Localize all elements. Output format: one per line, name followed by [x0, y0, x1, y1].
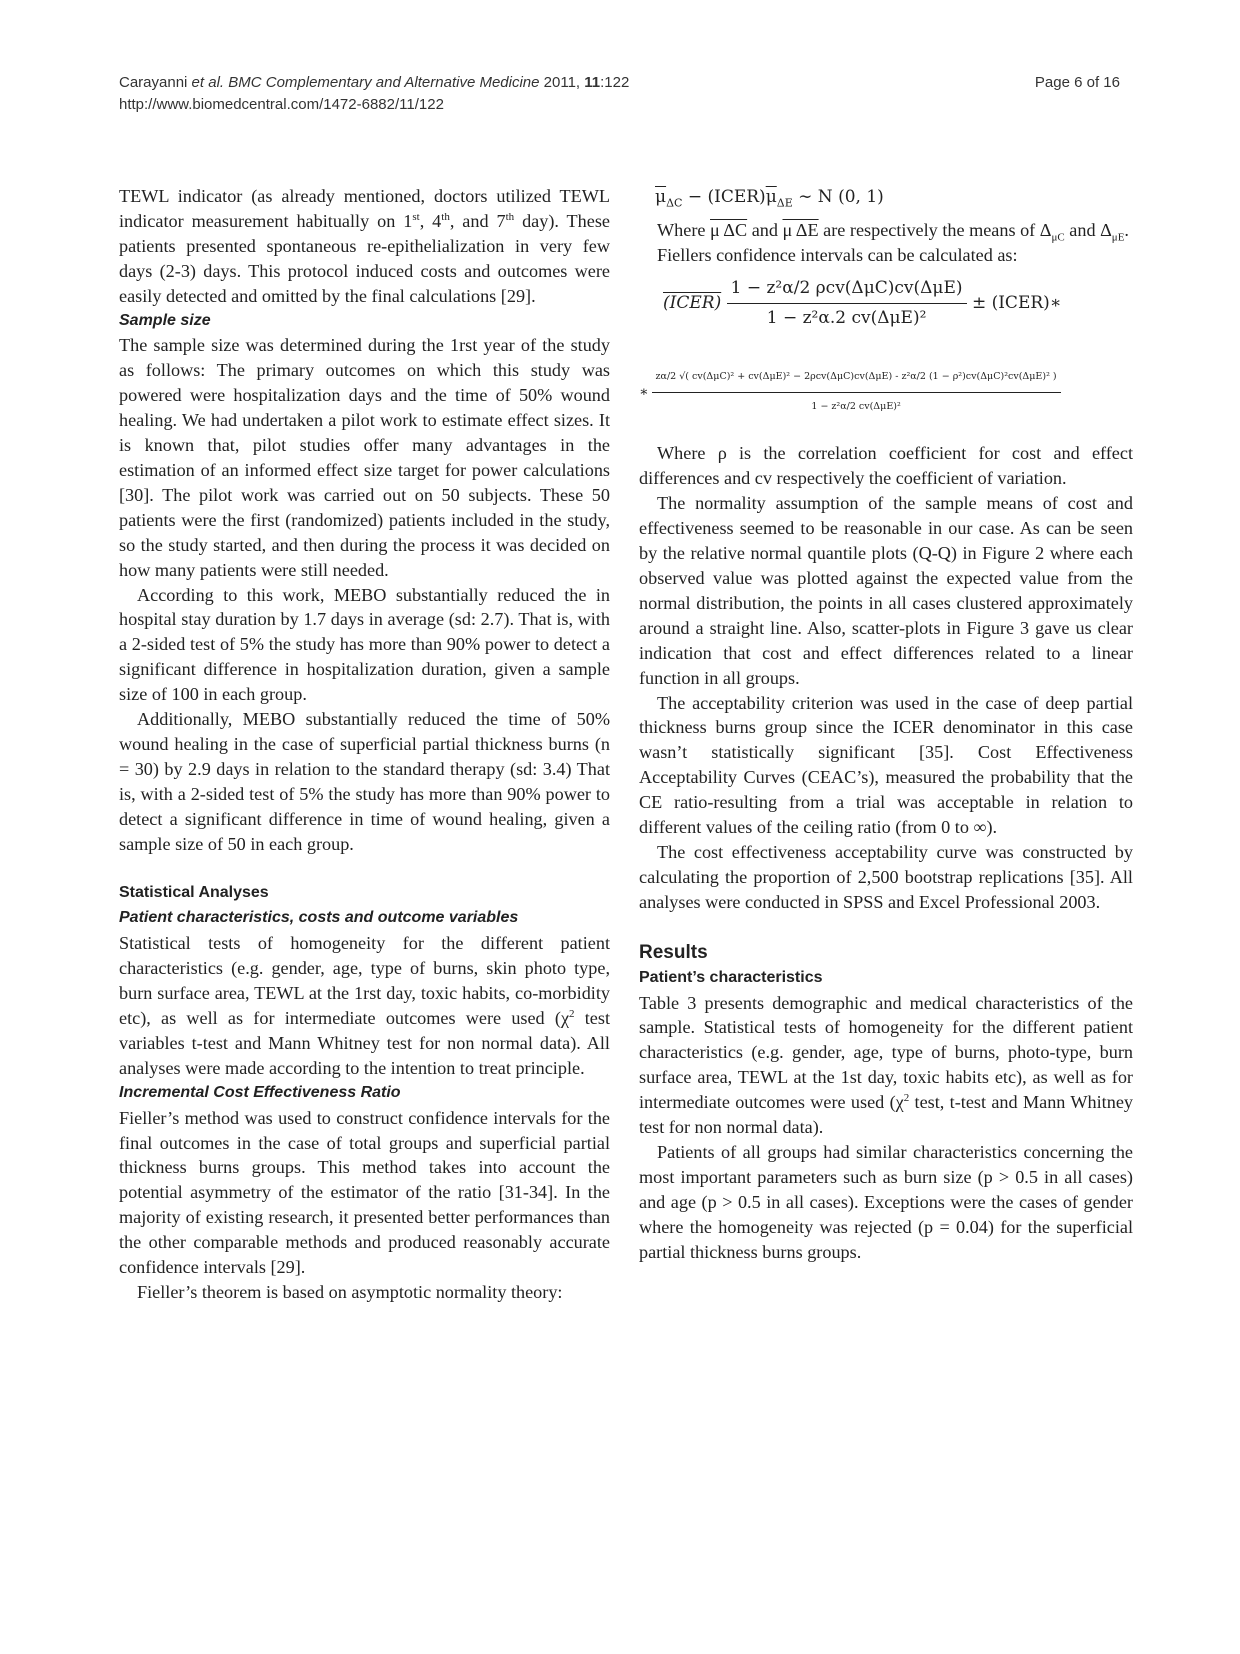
left-column	[119, 184, 610, 1305]
statistical-analyses-heading: Statistical Analyses	[119, 884, 269, 902]
paragraph: The normality assumption of the sample means of cost and effectiveness seemed to be reasonable in our case. As can be seen by the relative normal quantile plots (Q-Q) in Figure 2 where each observed value was plotted against the expected value from the normal distribution, the points in all cases clustered approximately around a straight line. Also, scatter-plots in Figure 3 gave us clear indication that cost and effect differences related to a linear function in all groups.	[639, 493, 1133, 688]
results-heading: Results	[639, 941, 708, 963]
patients-characteristics-heading: Patient’s characteristics	[639, 968, 823, 986]
paragraph: Patients of all groups had similar characteristics concerning the most important parameters such as burn size (p > 0.5 in all cases) and age (p > 0.5 in all cases). Exceptions were the cases of gender where the homogeneity was rejected (p = 0.04) for the superficial partial thickness burns groups.	[639, 1142, 1133, 1262]
eq-numerator: 1 − z²α/2 ρcv(ΔμC)cv(ΔμE)	[727, 276, 967, 304]
eq-text: ∗	[639, 383, 649, 400]
equation-fieller	[639, 276, 1133, 331]
paragraph: Additionally, MEBO substantially reduced the time of 50% wound healing in the case of superficial partial thickness burns (n = 30) by 2.9 days in relation to the standard therapy (sd: 3.4) That is, with a 2-sided test of 5% the study has more than 90% power to detect a significant difference in time of wound healing, given a sample size of 50 in each group.	[119, 709, 610, 854]
paragraph: The cost effectiveness acceptability curve was constructed by calculating the proportion of 2,500 bootstrap replications [35]. All analyses were conducted in SPSS and Excel Professional 2003.	[639, 841, 1133, 912]
citation-authors: Carayanni	[119, 74, 188, 91]
text: Table 3 presents demographic and medical characteristics of the sample. Statistical tests of homogeneity for the different patient characteristics (e.g. gender, age, type of burns, photo-type, burn surface area, TEWL at the 1st day, toxic habits etc), as well as for intermediate outcomes were used (	[639, 992, 1133, 1113]
chi-symbol: χ	[560, 1008, 570, 1028]
eq-text: − (ICER)	[682, 187, 766, 207]
equation-fieller-continued	[639, 365, 1133, 420]
citation	[119, 72, 629, 94]
eq-mu: $\overline{\mu}$	[655, 187, 667, 207]
eq-fraction	[652, 365, 1061, 420]
eq-fraction	[727, 276, 967, 331]
paragraph: According to this work, MEBO substantially reduced the in hospital stay duration by 1.7 days in average (sd: 2.7). That is, with a 2-sided test of 5% the study has more than 90% power to detect a significant difference in hospitalization duration, given a sample size of 100 in each group.	[119, 584, 610, 705]
citation-pages: :122	[600, 74, 630, 91]
eq-mu: μ ΔC	[710, 220, 748, 240]
text: and	[747, 220, 783, 240]
paragraph: The acceptability criterion was used in the case of deep partial thickness burns group since the ICER denominator in this case wasn’t statistically significant [35]. Cost Effectiveness Acceptability Curves (CEAC’s), measured the probability that the CE ratio-resulting from a trial was acceptable in relation to different values of the ceiling ratio (from 0 to ∞).	[639, 692, 1133, 838]
eq-denominator: 1 − z²α.2 cv(ΔμE)²	[766, 307, 927, 328]
eq-mu: $\overline{\mu}$	[765, 187, 777, 207]
paragraph	[639, 991, 1133, 1140]
equation-normality	[639, 184, 1133, 210]
chi-symbol: χ	[895, 1092, 904, 1113]
paragraph: Fiellers confidence intervals can be calculated as:	[657, 244, 1018, 265]
eq-sub: ΔE	[776, 196, 793, 210]
eq-text: ± (ICER)∗	[971, 292, 1062, 313]
paragraph: TEWL indicator (as already mentioned, doctors utilized TEWL indicator measurement habitually on 1st, 4th, and 7th day). These patients presented spontaneous re-epithelialization in very few days (2-3) days. This protocol induced costs and outcomes were easily detected and omitted by the final calculations [29].	[119, 186, 610, 306]
paragraph: Fieller’s method was used to construct confidence intervals for the final outcomes in the case of total groups and superficial partial thickness burns groups. This method takes into account the potential asymmetry of the estimator of the ratio [31-34]. In the majority of existing research, it presented better performances than the other comparable methods and produced reasonably accurate confidence intervals [29].	[119, 1107, 610, 1278]
eq-sub: ΔC	[666, 196, 683, 210]
eq-denominator: 1 − z²α/2 cv(ΔμE)²	[811, 400, 901, 412]
sample-size-heading: Sample size	[119, 311, 211, 329]
patient-characteristics-heading: Patient characteristics, costs and outcome variables	[119, 909, 519, 927]
icer-heading: Incremental Cost Effectiveness Ratio	[119, 1083, 401, 1101]
eq-mu: μ ΔE	[782, 220, 819, 240]
eq-numerator: zα/2 √( cv(ΔμC)² + cv(ΔμE)² − 2ρcv(ΔμC)cv(ΔμE) - z²α/2 (1 − ρ²)cv(ΔμC)²cv(ΔμE)² )	[652, 365, 1061, 393]
paragraph	[639, 218, 1133, 243]
eq-icer: (ICER)	[663, 292, 722, 313]
eq-text: ∼ N (0, 1)	[792, 187, 884, 207]
text: Where	[657, 220, 711, 240]
citation-volume: 11	[584, 74, 601, 91]
superscript: 2	[569, 1007, 575, 1020]
text: Statistical tests of homogeneity for the different patient characteristics (e.g. gender, age, type of burns, skin photo type, burn surface area, TEWL at the 1rst day, toxic habits, co-morbidity etc), as well as for intermediate outcomes were used (	[119, 933, 610, 1028]
text: are respectively the means of Δ	[818, 220, 1052, 240]
text: test, t-test and Mann Whitney test for non normal data).	[639, 1092, 1134, 1138]
text: .	[1124, 220, 1129, 240]
text: test variables t-test and Mann Whitney test for non normal data). All analyses were made according to the intention to treat principle.	[119, 1008, 610, 1078]
page-number: Page 6 of 16	[1034, 74, 1120, 91]
paragraph: Where ρ is the correlation coefficient for cost and effect differences and cv respectively the coefficient of variation.	[639, 443, 1133, 489]
eq-sub: μC	[1051, 231, 1065, 244]
citation-year: 2011,	[543, 74, 581, 91]
paragraph: Fieller’s theorem is based on asymptotic normality theory:	[137, 1281, 563, 1302]
eq-sub: μE	[1111, 231, 1125, 244]
running-header	[119, 72, 629, 116]
paragraph	[119, 931, 610, 1080]
superscript: 2	[903, 1092, 910, 1105]
text: and Δ	[1064, 220, 1112, 240]
paragraph: The sample size was determined during the 1rst year of the study as follows: The primary outcomes on which this study was powered were hospitalization days and the time of 50% wound healing. We had undertaken a pilot work to estimate effect sizes. It is known that, pilot studies offer many advantages in the estimation of an informed effect size target for power calculations [30]. The pilot work was carried out on 50 subjects. These 50 patients were the first (randomized) patients included in the study, so the study started, and then during the process it was decided on how many patients were still needed.	[119, 335, 610, 580]
article-url[interactable]: http://www.biomedcentral.com/1472-6882/11/122	[119, 96, 444, 113]
citation-journal: et al. BMC Complementary and Alternative Medicine	[191, 74, 540, 91]
right-column	[639, 184, 1133, 1265]
